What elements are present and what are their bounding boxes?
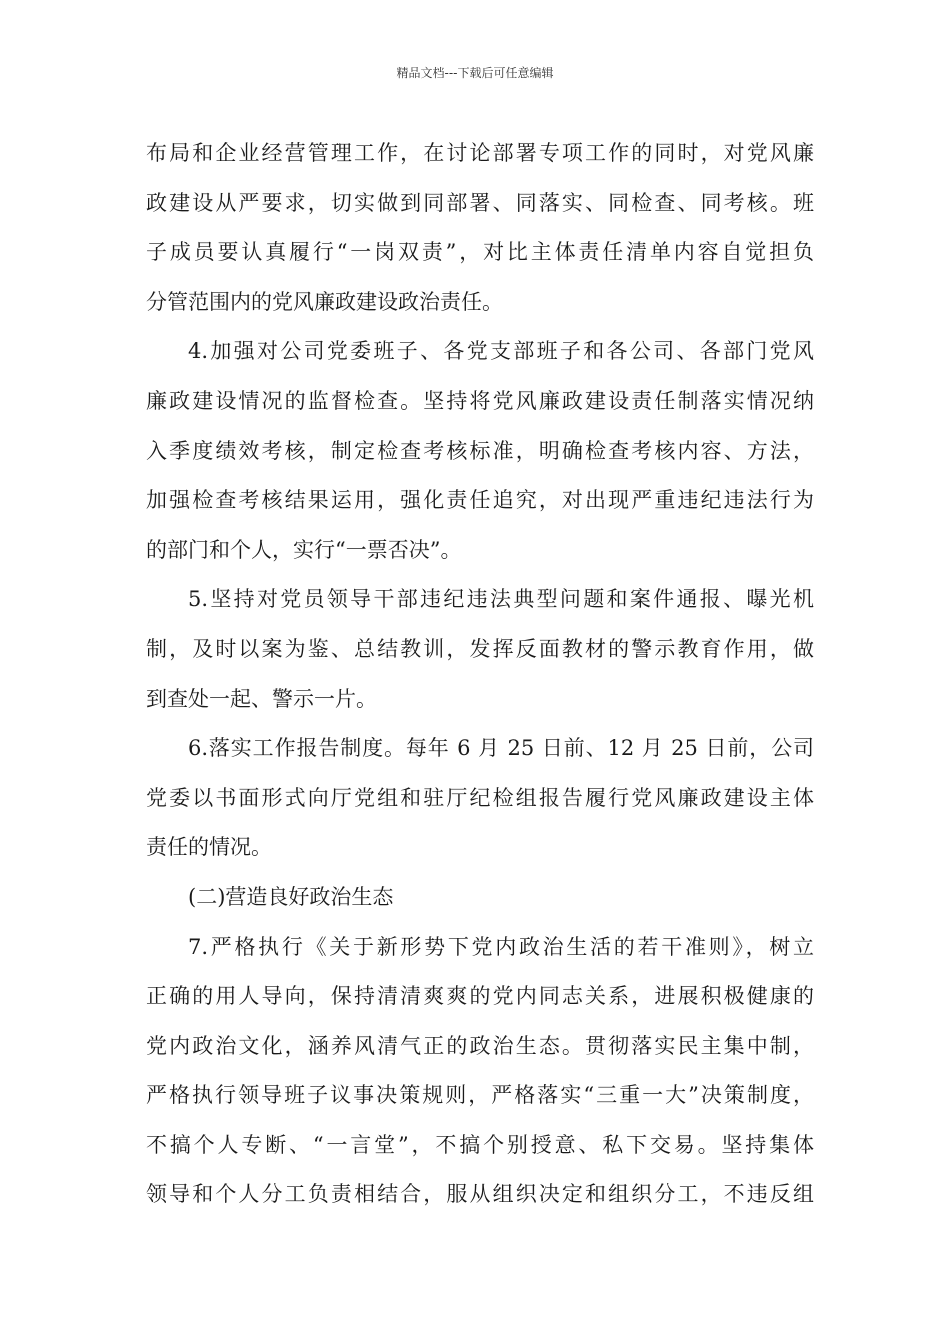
text-line: 的部门和个人，实行“一票否决”。 [146,537,462,562]
text-line: 政建设从严要求，切实做到同部署、同落实、同检查、同考核。班 [146,190,814,215]
text-line: 到查处一起、警示一片。 [146,686,377,711]
text-line: 严格执行领导班子议事决策规则，严格落实“三重一大”决策制度， [146,1083,814,1108]
text-line: 6.落实工作报告制度。每年 6 月 25 日前、12 月 25 日前，公司 [188,736,814,761]
text-line: 制，及时以案为鉴、总结教训，发挥反面教材的警示教育作用，做 [146,636,814,661]
text-line: 子成员要认真履行“一岗双责”，对比主体责任清单内容自觉担负 [146,240,814,265]
text-line: 正确的用人导向，保持清清爽爽的党内同志关系，进展积极健康的 [146,984,814,1009]
text-line: 党内政治文化，涵养风清气正的政治生态。贯彻落实民主集中制， [146,1033,814,1058]
text-line: (二)营造良好政治生态 [188,884,394,909]
text-line: 入季度绩效考核，制定检查考核标准，明确检查考核内容、方法， [146,438,814,463]
text-line: 4.加强对公司党委班子、各党支部班子和各公司、各部门党风 [188,339,814,364]
text-line: 不搞个人专断、“一言堂”，不搞个别授意、私下交易。坚持集体 [146,1132,814,1157]
page-header: 精品文档---下载后可任意编辑 [396,66,554,80]
text-line: 分管范围内的党风廉政建设政治责任。 [146,289,503,314]
text-line: 5.坚持对党员领导干部违纪违法典型问题和案件通报、曝光机 [188,587,814,612]
text-line: 领导和个人分工负责相结合，服从组织决定和组织分工，不违反组 [146,1182,814,1207]
text-line: 党委以书面形式向厅党组和驻厅纪检组报告履行党风廉政建设主体 [146,785,814,810]
text-line: 责任的情况。 [146,835,272,860]
document-body [146,129,814,1220]
text-line: 加强检查考核结果运用，强化责任追究，对出现严重违纪违法行为 [146,488,814,513]
text-line: 廉政建设情况的监督检查。坚持将党风廉政建设责任制落实情况纳 [146,388,814,413]
text-line: 布局和企业经营管理工作，在讨论部署专项工作的同时，对党风廉 [146,141,814,165]
text-line: 7.严格执行《关于新形势下党内政治生活的若干准则》，树立 [188,934,814,959]
